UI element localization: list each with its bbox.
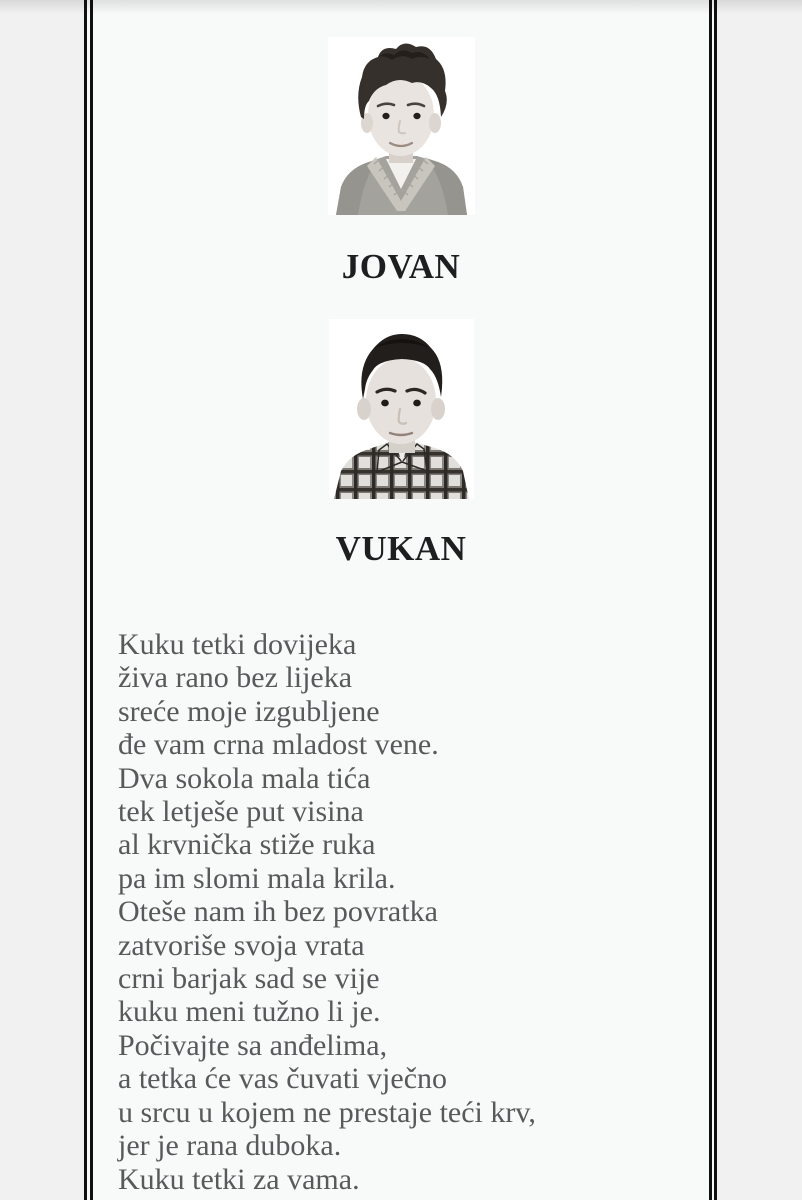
memorial-page bbox=[84, 0, 717, 1200]
poem-line: Oteše nam ih bez povratka bbox=[118, 895, 438, 929]
poem-line: sreće moje izgubljene bbox=[118, 694, 380, 728]
poem-line: Dva sokola mala tića bbox=[118, 761, 371, 795]
poem-line: živa rano bez lijeka bbox=[118, 661, 353, 695]
poem-line: al krvnička stiže ruka bbox=[118, 828, 376, 862]
memorial-name-jovan: JOVAN bbox=[341, 247, 461, 286]
poem-line: tek letješe put visina bbox=[118, 795, 364, 829]
poem-line: zatvoriše svoja vrata bbox=[118, 928, 365, 962]
poem-line: Počivajte sa anđelima, bbox=[118, 1028, 388, 1062]
poem-line: jer je rana duboka. bbox=[118, 1129, 342, 1163]
poem-line: u srcu u kojem ne prestaje teći krv, bbox=[118, 1095, 536, 1129]
poem-line: kuku meni tužno li je. bbox=[118, 995, 381, 1029]
poem-line: Kuku tetki za vama. bbox=[118, 1162, 360, 1196]
poem-line: a tetka će vas čuvati vječno bbox=[118, 1062, 448, 1096]
poem-line: đe vam crna mladost vene. bbox=[118, 728, 439, 762]
jovan-portrait-photo bbox=[328, 37, 475, 215]
poem-line: crni barjak sad se vije bbox=[118, 962, 380, 996]
poem-line: pa im slomi mala krila. bbox=[118, 861, 396, 895]
vukan-portrait-photo bbox=[329, 319, 474, 499]
poem-line: Kuku tetki dovijeka bbox=[118, 628, 357, 661]
poem bbox=[118, 628, 709, 1196]
memorial-name-vukan: VUKAN bbox=[335, 529, 467, 568]
